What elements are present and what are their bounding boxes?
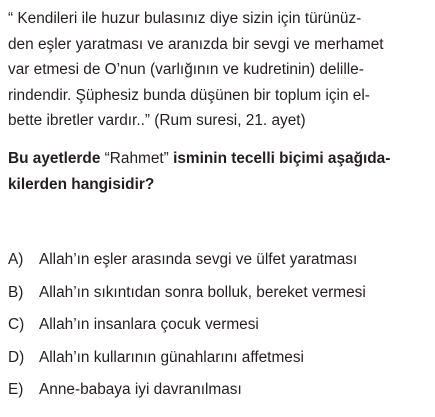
question-text-rahmet: “Rahmet” — [100, 150, 174, 167]
option-a[interactable] — [8, 250, 428, 283]
option-b[interactable] — [8, 283, 428, 316]
quote-line: den eşler yaratması ve aranızda bir sevgi ve merhamet — [8, 35, 384, 53]
question-text-bold-1: Bu ayetlerde — [8, 150, 101, 167]
option-c[interactable] — [8, 315, 428, 348]
question-line-2: kilerden hangisidir? — [8, 175, 155, 193]
quote-line: rindendir. Şüphesiz bunda düşünen bir toplum için el- — [8, 86, 370, 104]
question-text-bold-2: isminin tecelli biçimi aşağıda- — [173, 150, 391, 167]
option-text: Allah’ın sıkıntıdan sonra bolluk, bereket vermesi — [39, 283, 366, 301]
option-letter: A) — [8, 251, 24, 268]
question-stem — [8, 146, 428, 197]
quote-line: bette ibretler vardır..” (Rum suresi, 21. ayet) — [8, 112, 306, 129]
option-text: Allah’ın eşler arasında sevgi ve ülfet yaratması — [39, 251, 358, 268]
option-letter: B) — [8, 283, 24, 301]
quote-line: “ Kendileri ile huzur bulasınız diye sizin için türünüz- — [8, 10, 362, 27]
option-text: Allah’ın kullarının günahlarını affetmesi — [39, 348, 304, 366]
quote-line: var etmesi de O’nun (varlığının ve kudretinin) delille- — [8, 61, 364, 78]
answer-options — [8, 250, 428, 413]
question-line-1 — [8, 146, 428, 172]
option-d[interactable] — [8, 348, 428, 381]
option-letter: E) — [8, 381, 24, 399]
option-e[interactable] — [8, 380, 428, 413]
option-letter: C) — [8, 316, 25, 334]
option-text: Allah’ın insanlara çocuk vermesi — [39, 316, 259, 334]
option-letter: D) — [8, 348, 25, 366]
option-text: Anne-babaya iyi davranılması — [39, 381, 242, 399]
verse-quote — [8, 6, 428, 134]
